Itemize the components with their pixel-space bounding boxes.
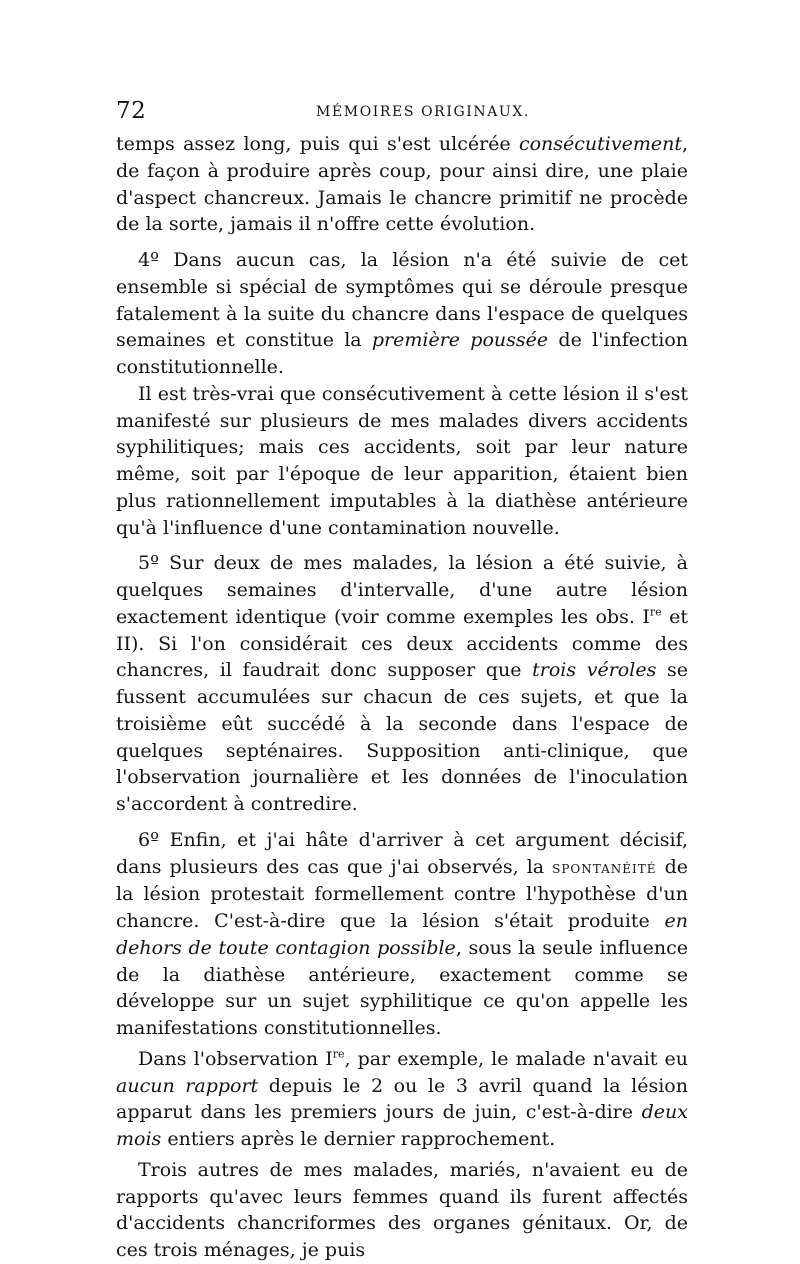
text-run: Il est très-vrai que consécutivement à cette lésion il s'est manifesté sur plusieurs de mes malades divers accidents syphilitiques; mais ces accidents, soit par leur nature même, soit par l'époque de leur apparition, étaient bien plus rationnellement imputables à la diathèse antérieure qu'à l'influence d'une contamination nouvelle. — [116, 382, 688, 539]
text-run: depuis le 2 ou le 3 avril quand la lésion apparut dans les premiers jours de juin, c'est-à-dire — [116, 1074, 688, 1124]
text-run: se fussent accumulées sur chacun de ces sujets, et que la troisième eût succédé à la seconde dans l'espace de quelques septénaires. Supposition anti-clinique, que l'observation journalière et les données de l'inoculation s'accordent à contredire. — [116, 659, 688, 815]
paragraph-married-patients — [116, 1157, 688, 1264]
italic-run: première poussée — [371, 329, 549, 352]
italic-run: en dehors de toute contagion possible — [116, 910, 688, 959]
text-run: 4º Dans aucun cas, la lésion n'a été suivie de cet ensemble si spécial de symptômes qui se déroule presque fatalement à la suite du chancre dans l'espace de quelques semaines et constitue la — [116, 249, 688, 352]
text-run: , de façon à produire après coup, pour ainsi dire, une plaie d'aspect chancreux. Jamais le chancre primitif ne procède de la sorte, jamais il n'offre cette évolution. — [116, 133, 688, 236]
paragraph-syphilitic-accidents — [116, 381, 688, 542]
paragraph-continuation — [116, 131, 688, 238]
text-run: temps assez long, puis qui s'est ulcérée — [116, 133, 519, 155]
text-run: , par exemple, le malade n'avait eu — [344, 1047, 688, 1070]
paragraph-observation-1 — [116, 1046, 688, 1153]
superscript: re — [649, 605, 662, 619]
running-title: MÉMOIRES ORIGINAUX. — [316, 104, 530, 120]
text-run: de l'infection constitutionnelle. — [116, 329, 688, 378]
paragraph-point-6 — [116, 827, 688, 1042]
text-run: entiers après le dernier rapprochement. — [161, 1128, 556, 1150]
italic-run: aucun rapport — [116, 1074, 259, 1097]
text-run: , sous la seule influence de la diathèse antérieure, exactement comme se développe sur un sujet syphilitique ce qu'on appelle les manifestations constitutionnelles. — [116, 936, 689, 1039]
text-run: 5º Sur deux de mes malades, la lésion a été suivie, à quelques semaines d'intervalle, d'une autre lésion exactement identique (voir comme exemples les obs. I — [116, 552, 688, 628]
text-run: Dans l'observation I — [138, 1047, 333, 1070]
small-caps-run: spontanéité — [552, 857, 657, 878]
superscript: re — [332, 1047, 345, 1061]
page-number: 72 — [116, 98, 147, 124]
page-header — [116, 98, 688, 124]
italic-run: trois véroles — [532, 659, 657, 682]
text-run: de la lésion protestait formellement contre l'hypothèse d'un chancre. C'est-à-dire que la lésion s'était produite — [116, 855, 688, 932]
text-run: et II). Si l'on considérait ces deux accidents comme des chancres, il faudrait donc supposer que — [116, 605, 688, 682]
paragraph-point-4 — [116, 247, 688, 381]
italic-run: consécutivement — [518, 133, 682, 155]
text-run: Trois autres de mes malades, mariés, n'avaient eu de rapports qu'avec leurs femmes quand ils furent affectés d'accidents chancriformes des organes génitaux. Or, de ces trois ménages, je puis — [116, 1158, 688, 1261]
paragraph-point-5 — [116, 550, 688, 818]
italic-run: deux mois — [116, 1101, 688, 1150]
body-text — [116, 131, 688, 1264]
text-run: 6º Enfin, et j'ai hâte d'arriver à cet argument décisif, dans plusieurs des cas que j'ai observés, la — [116, 828, 688, 878]
